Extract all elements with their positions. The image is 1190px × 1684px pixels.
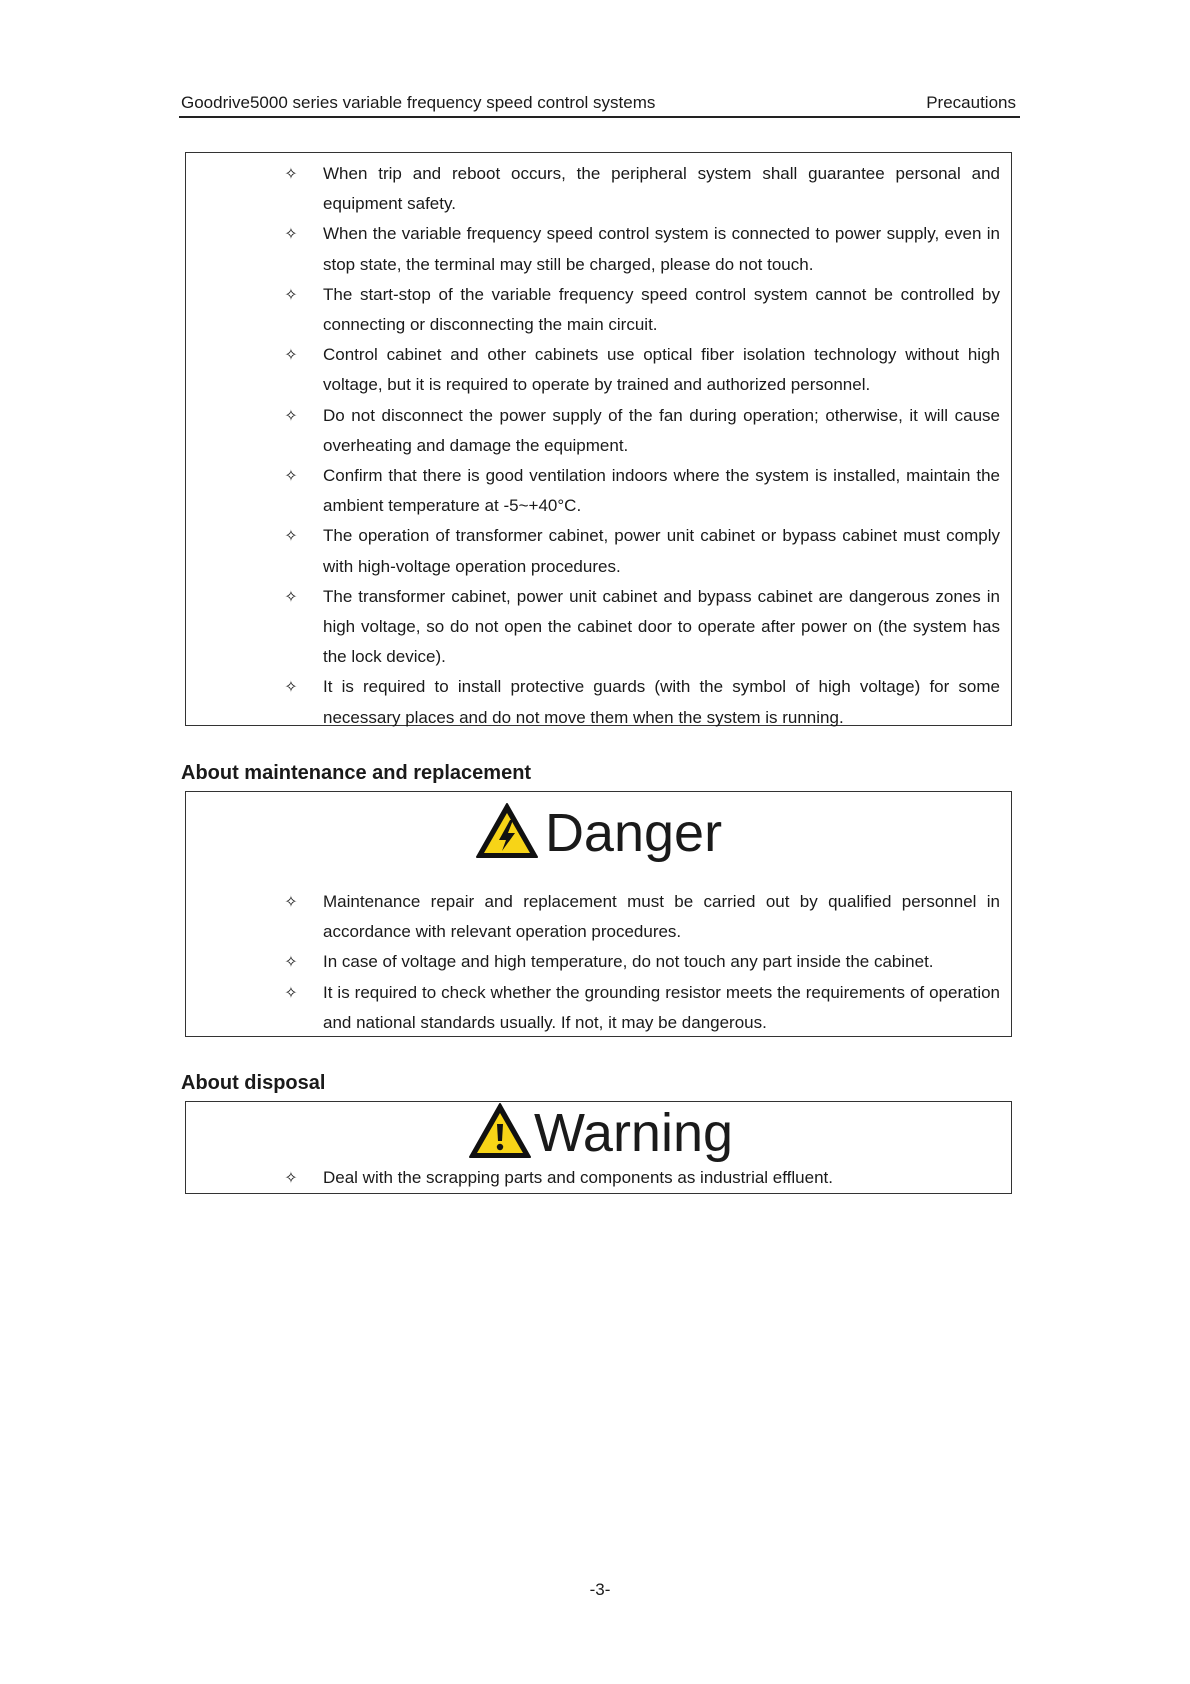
disposal-list — [186, 1163, 1011, 1193]
list-item-text: It is required to check whether the grounding resistor meets the requirements of operation and national standards usually. If not, it may be dangerous. — [323, 982, 1000, 1032]
list-item-text: Control cabinet and other cabinets use optical fiber isolation technology without high voltage, but it is required to operate by trained and authorized personnel. — [323, 345, 1000, 395]
precautions-box — [185, 152, 1012, 726]
list-item-text: It is required to install protective guards (with the symbol of high voltage) for some necessary places and do not move them when the system is running. — [323, 677, 1000, 727]
bullet-icon: ✧ — [284, 982, 298, 1002]
bullet-icon: ✧ — [284, 892, 298, 911]
bullet-icon: ✧ — [284, 224, 298, 244]
warning-box — [185, 1101, 1012, 1194]
exclamation-warning-icon — [468, 1102, 532, 1160]
section-title: Precautions — [926, 93, 1016, 112]
list-item — [186, 280, 1011, 340]
list-item — [186, 978, 1011, 1038]
warning-signal — [190, 1102, 1011, 1163]
list-item — [186, 340, 1011, 400]
page-number: -3- — [589, 1580, 611, 1599]
list-item — [186, 1163, 1011, 1193]
bullet-icon: ✧ — [284, 405, 298, 425]
bullet-icon: ✧ — [284, 345, 298, 365]
document-title: Goodrive5000 series variable frequency speed control systems — [181, 93, 656, 112]
bullet-icon: ✧ — [284, 952, 298, 972]
disposal-heading: About disposal — [181, 1072, 326, 1094]
danger-signal — [186, 802, 1011, 863]
precautions-list — [186, 159, 1011, 733]
list-item — [186, 461, 1011, 521]
bullet-icon: ✧ — [284, 677, 298, 697]
bullet-icon: ✧ — [284, 466, 298, 486]
list-item-text: In case of voltage and high temperature, do not touch any part inside the cabinet. — [323, 952, 934, 972]
list-item-text: The operation of transformer cabinet, power unit cabinet or bypass cabinet must comply with high-voltage operation procedures. — [323, 526, 1000, 576]
list-item — [186, 521, 1011, 581]
list-item — [186, 401, 1011, 461]
page-header — [179, 92, 1020, 118]
list-item — [186, 947, 1011, 977]
list-item — [186, 582, 1011, 673]
list-item — [186, 887, 1011, 947]
bullet-icon: ✧ — [284, 586, 298, 606]
list-item-text: Do not disconnect the power supply of the fan during operation; otherwise, it will cause overheating and damage the equipment. — [323, 405, 1000, 455]
list-item-text: The transformer cabinet, power unit cabinet and bypass cabinet are dangerous zones in high voltage, so do not open the cabinet door to operate after power on (the system has the lock device). — [323, 586, 1000, 667]
list-item — [186, 219, 1011, 279]
bullet-icon: ✧ — [284, 1168, 298, 1187]
warning-signal-word: Warning — [533, 1103, 734, 1163]
danger-box — [185, 791, 1012, 1037]
danger-signal-word: Danger — [544, 803, 723, 863]
list-item-text: Deal with the scrapping parts and components as industrial effluent. — [323, 1168, 833, 1187]
list-item — [186, 159, 1011, 219]
bullet-icon: ✧ — [284, 526, 298, 546]
list-item-text: The start-stop of the variable frequency speed control system cannot be controlled by connecting or disconnecting the main circuit. — [323, 284, 1000, 335]
list-item-text: Confirm that there is good ventilation indoors where the system is installed, maintain the ambient temperature at -5~+40°C. — [323, 466, 1000, 516]
list-item-text: When the variable frequency speed control system is connected to power supply, even in stop state, the terminal may still be charged, please do not touch. — [323, 224, 1000, 274]
bullet-icon: ✧ — [284, 164, 298, 183]
list-item — [186, 672, 1011, 732]
maintenance-list — [186, 887, 1011, 1038]
maintenance-heading: About maintenance and replacement — [181, 762, 532, 784]
list-item-text: When trip and reboot occurs, the peripheral system shall guarantee personal and equipment safety. — [323, 164, 1000, 214]
bullet-icon: ✧ — [284, 284, 298, 304]
list-item-text: Maintenance repair and replacement must be carried out by qualified personnel in accordance with relevant operation procedures. — [323, 892, 1000, 942]
high-voltage-warning-icon — [475, 802, 539, 860]
